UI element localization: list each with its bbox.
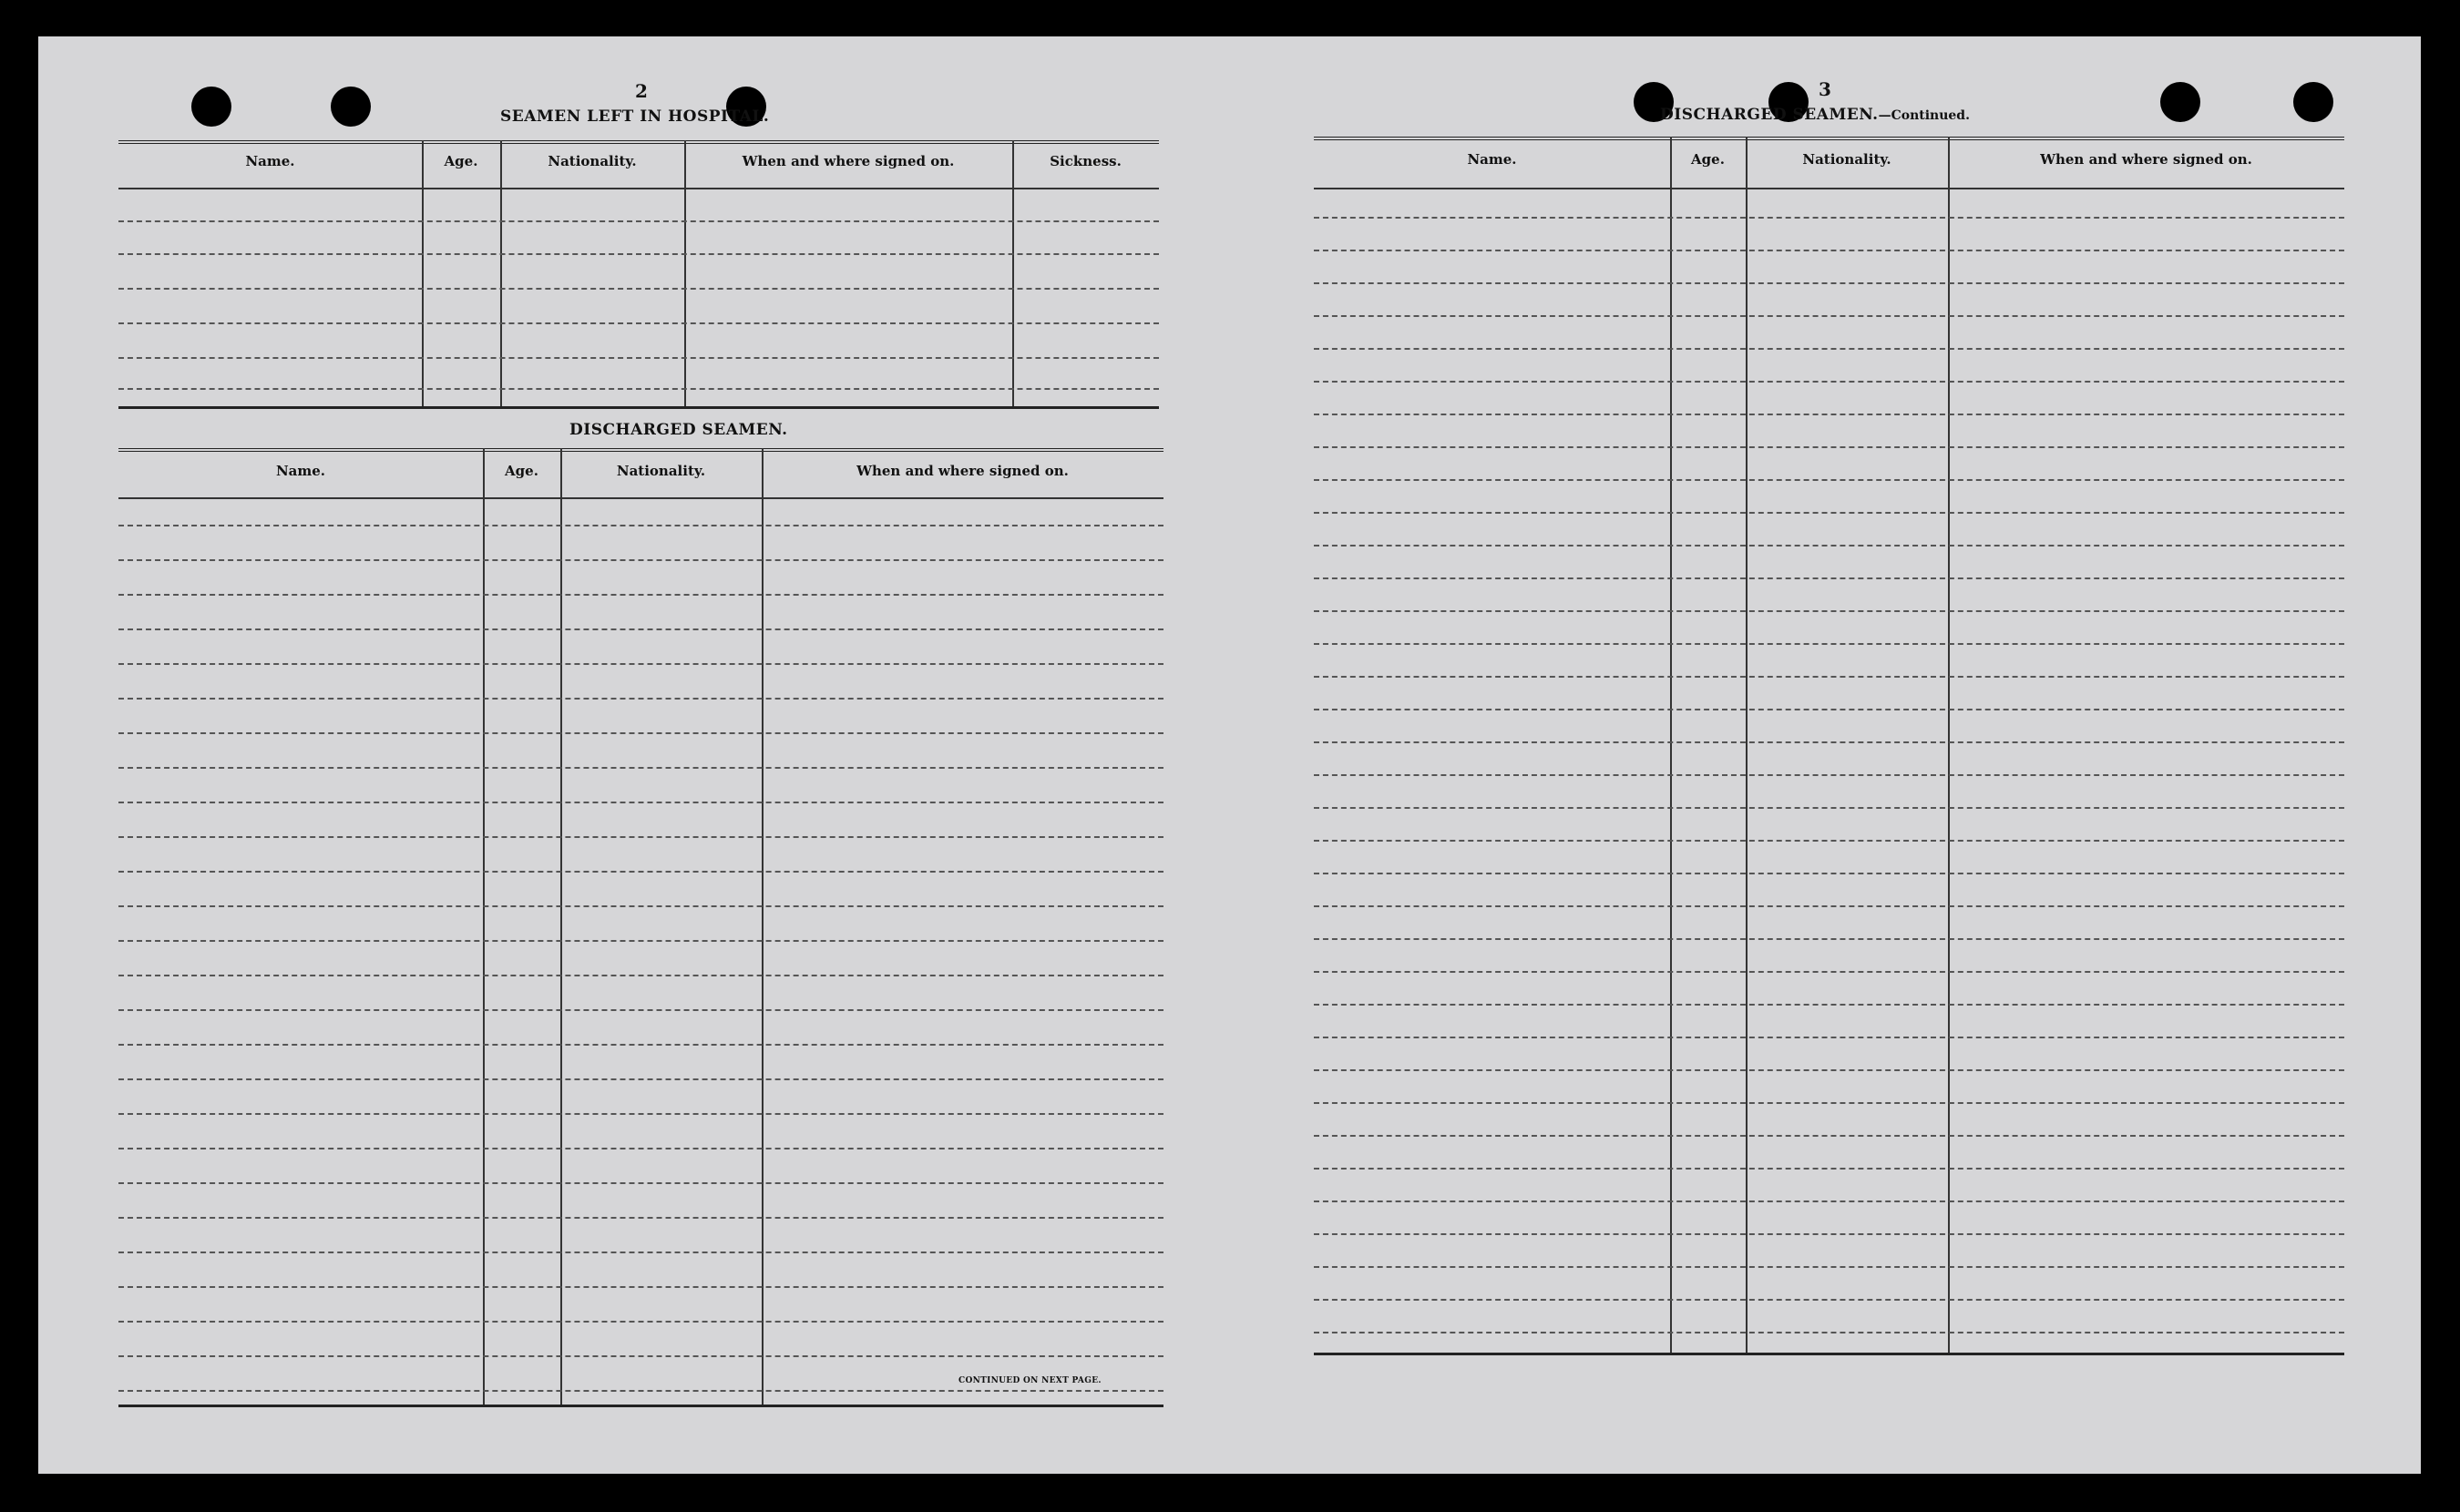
table-row (1314, 905, 2344, 907)
table-row (118, 220, 1159, 222)
column-header-nationality: Nationality. (548, 153, 637, 169)
table-row (118, 357, 1159, 359)
table-row (1314, 938, 2344, 940)
table-row (1314, 348, 2344, 350)
table-row (118, 1078, 1163, 1080)
table-row (1314, 676, 2344, 678)
table-bottom-rule (118, 1405, 1163, 1407)
discharged-section-title: DISCHARGED SEAMEN. (569, 421, 788, 439)
column-header-name: Name. (1467, 151, 1517, 168)
column-divider (1012, 140, 1014, 406)
table-row (118, 767, 1163, 769)
column-header-name: Name. (245, 153, 295, 169)
table-row (118, 525, 1163, 526)
table-row (1314, 381, 2344, 383)
table-row (1314, 774, 2344, 776)
table-row (118, 905, 1163, 907)
table-row (118, 975, 1163, 976)
column-divider (422, 140, 424, 406)
punch-hole (2293, 82, 2333, 122)
table-row (1314, 709, 2344, 710)
table-row (1314, 1332, 2344, 1333)
table-row (118, 1217, 1163, 1219)
column-divider (560, 448, 562, 1405)
table-row (1314, 217, 2344, 219)
table-row (1314, 1200, 2344, 1202)
hospital-section-title: SEAMEN LEFT IN HOSPITAL. (500, 107, 770, 126)
table-row (1314, 512, 2344, 514)
discharged-continued-title (1660, 106, 1970, 124)
table-row (118, 836, 1163, 838)
table-row (1314, 1102, 2344, 1104)
discharged-continued-table (1314, 137, 2344, 1403)
table-row (118, 1251, 1163, 1253)
table-row (1314, 282, 2344, 284)
table-row (1314, 610, 2344, 612)
table-row (1314, 1266, 2344, 1268)
table-row (1314, 315, 2344, 317)
table-row (118, 388, 1159, 390)
column-divider (483, 448, 485, 1405)
scanned-document (38, 36, 2421, 1474)
column-header-nationality: Nationality. (1802, 151, 1891, 168)
column-header-age: Age. (444, 153, 478, 169)
discharged-table (118, 448, 1163, 1423)
table-row (1314, 1168, 2344, 1170)
punch-hole (331, 87, 371, 127)
table-row (1314, 1004, 2344, 1006)
table-row (118, 663, 1163, 665)
table-row (1314, 1299, 2344, 1301)
table-row (118, 288, 1159, 290)
table-row (118, 559, 1163, 561)
table-row (1314, 1135, 2344, 1137)
column-divider (1746, 137, 1748, 1353)
table-row (1314, 446, 2344, 448)
table-row (118, 628, 1163, 630)
column-header-signed-on: When and where signed on. (742, 153, 955, 169)
column-divider (1670, 137, 1672, 1353)
table-row (1314, 250, 2344, 251)
table-row (118, 1044, 1163, 1046)
table-row (118, 871, 1163, 873)
hospital-table (118, 140, 1159, 448)
table-row (118, 1182, 1163, 1184)
column-header-signed-on: When and where signed on. (856, 463, 1069, 479)
table-row (118, 1390, 1163, 1392)
punch-hole (191, 87, 231, 127)
table-row (118, 594, 1163, 596)
continued-note: CONTINUED ON NEXT PAGE. (958, 1376, 1102, 1385)
table-row (1314, 479, 2344, 481)
table-row (118, 253, 1159, 255)
table-row (1314, 545, 2344, 547)
column-divider (500, 140, 502, 406)
table-row (1314, 577, 2344, 579)
table-row (118, 1321, 1163, 1323)
column-divider (1948, 137, 1950, 1353)
table-row (118, 940, 1163, 942)
column-header-sickness: Sickness. (1050, 153, 1122, 169)
title-suffix: —Continued. (1878, 108, 1970, 123)
table-row (118, 732, 1163, 734)
table-row (1314, 741, 2344, 743)
page-number-left: 2 (635, 80, 648, 102)
title-text: DISCHARGED SEAMEN. (1660, 106, 1879, 124)
table-row (1314, 414, 2344, 415)
table-row (1314, 873, 2344, 874)
table-bottom-rule (1314, 1353, 2344, 1355)
table-bottom-rule (118, 406, 1159, 409)
table-row (118, 1009, 1163, 1011)
table-row (1314, 971, 2344, 973)
table-row (118, 1148, 1163, 1149)
punch-hole (2160, 82, 2200, 122)
column-header-age: Age. (505, 463, 538, 479)
table-row (118, 322, 1159, 324)
column-divider (684, 140, 686, 406)
table-row (1314, 1233, 2344, 1235)
table-row (118, 698, 1163, 700)
column-header-name: Name. (275, 463, 326, 479)
table-row (118, 1286, 1163, 1288)
column-header-age: Age. (1691, 151, 1725, 168)
column-header-nationality: Nationality. (616, 463, 706, 479)
page-number-right: 3 (1819, 78, 1831, 100)
table-row (118, 802, 1163, 803)
table-row (1314, 807, 2344, 809)
table-row (1314, 1037, 2344, 1038)
table-row (1314, 1069, 2344, 1071)
table-row (118, 1355, 1163, 1357)
table-row (1314, 643, 2344, 645)
column-header-signed-on: When and where signed on. (2040, 151, 2252, 168)
column-divider (762, 448, 764, 1405)
table-row (1314, 840, 2344, 842)
table-row (118, 1113, 1163, 1115)
